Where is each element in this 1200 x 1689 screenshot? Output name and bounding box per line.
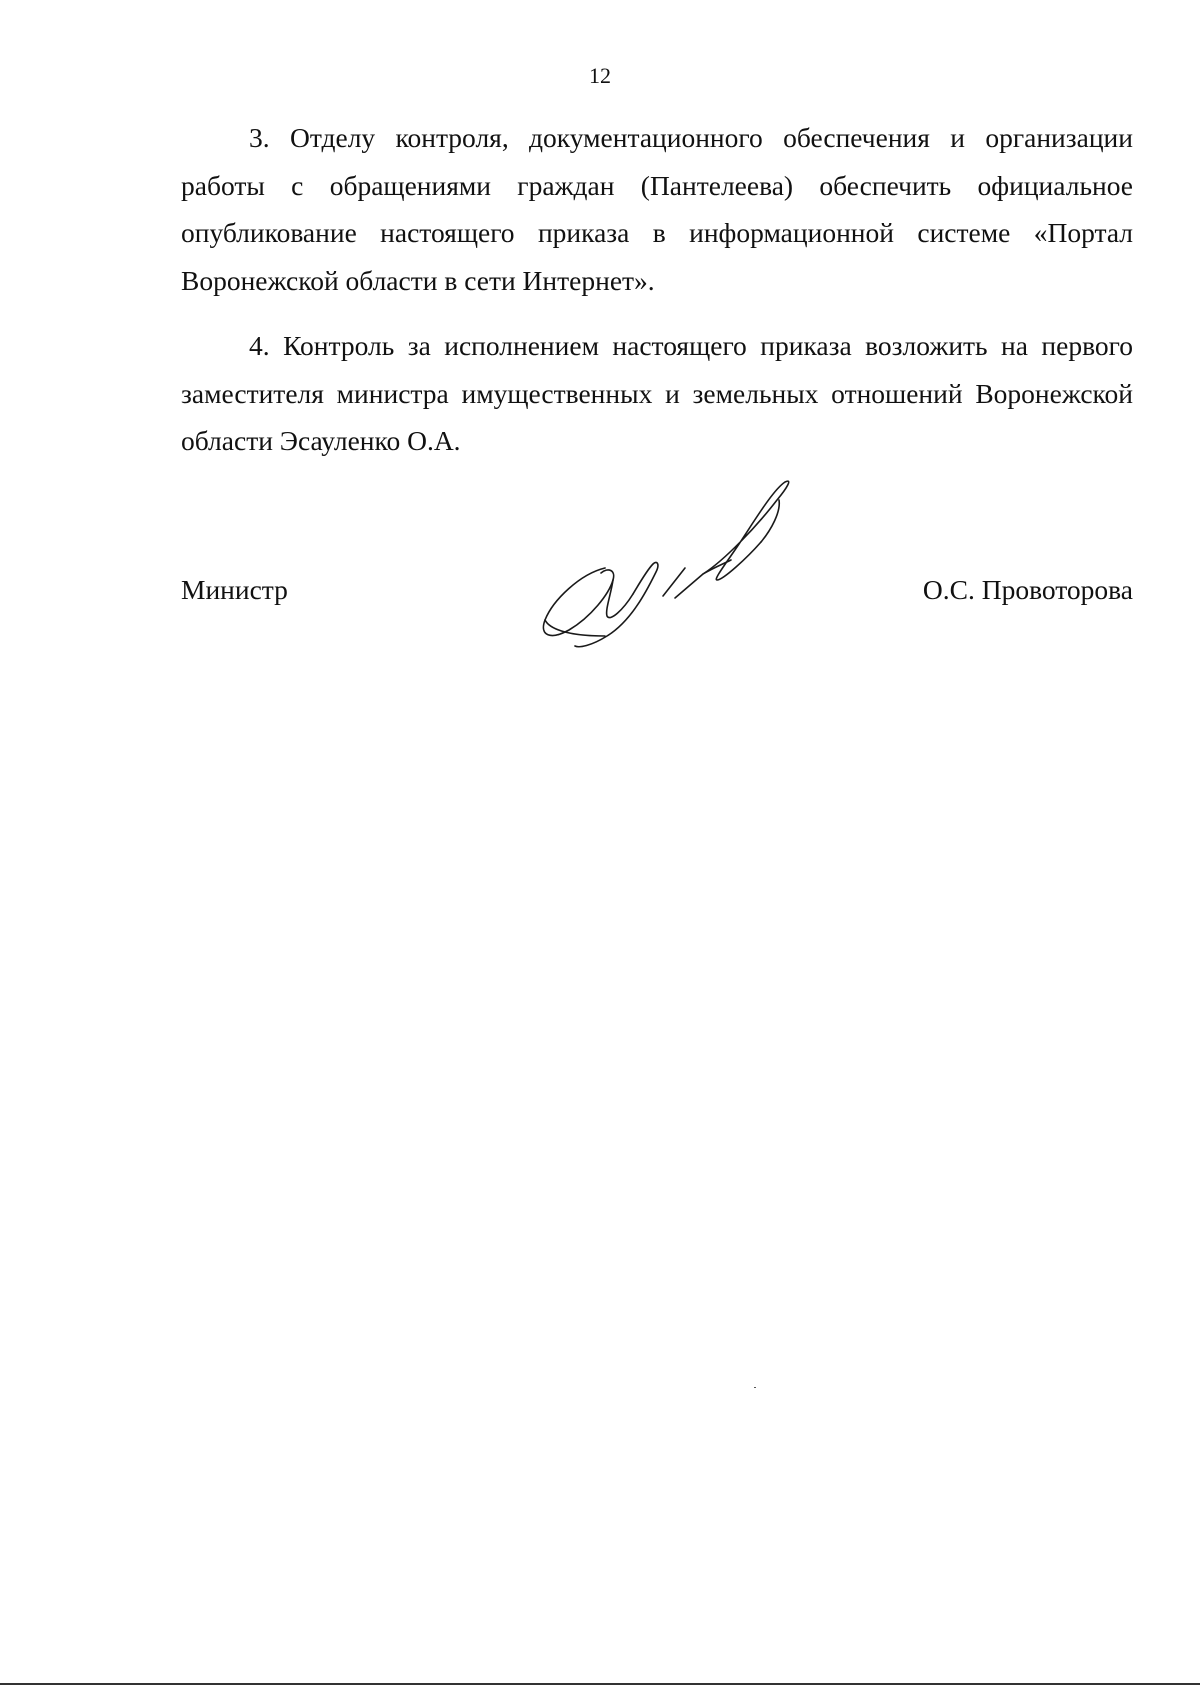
signatory-name: О.С. Провоторова bbox=[922, 574, 1133, 605]
page-number: 12 bbox=[589, 63, 611, 88]
bottom-border-line bbox=[0, 1683, 1200, 1685]
paragraph-3: 3. Отделу контроля, документационного обеспечения и организации работы с обращениями граждан (Пантелеева) обеспечить официальное опубликование настоящего приказа в информационной системе «Портал Воронежской области в сети Интернет». bbox=[181, 122, 1133, 296]
handwritten-signature bbox=[535, 470, 825, 650]
scan-speck bbox=[754, 1387, 756, 1388]
paragraph-4: 4. Контроль за исполнением настоящего приказа возложить на первого заместителя министра имущественных и земельных отношений Воронежской области Эсауленко О.А. bbox=[181, 330, 1133, 456]
document-body bbox=[181, 114, 1133, 483]
signatory-title: Министр bbox=[181, 574, 288, 605]
